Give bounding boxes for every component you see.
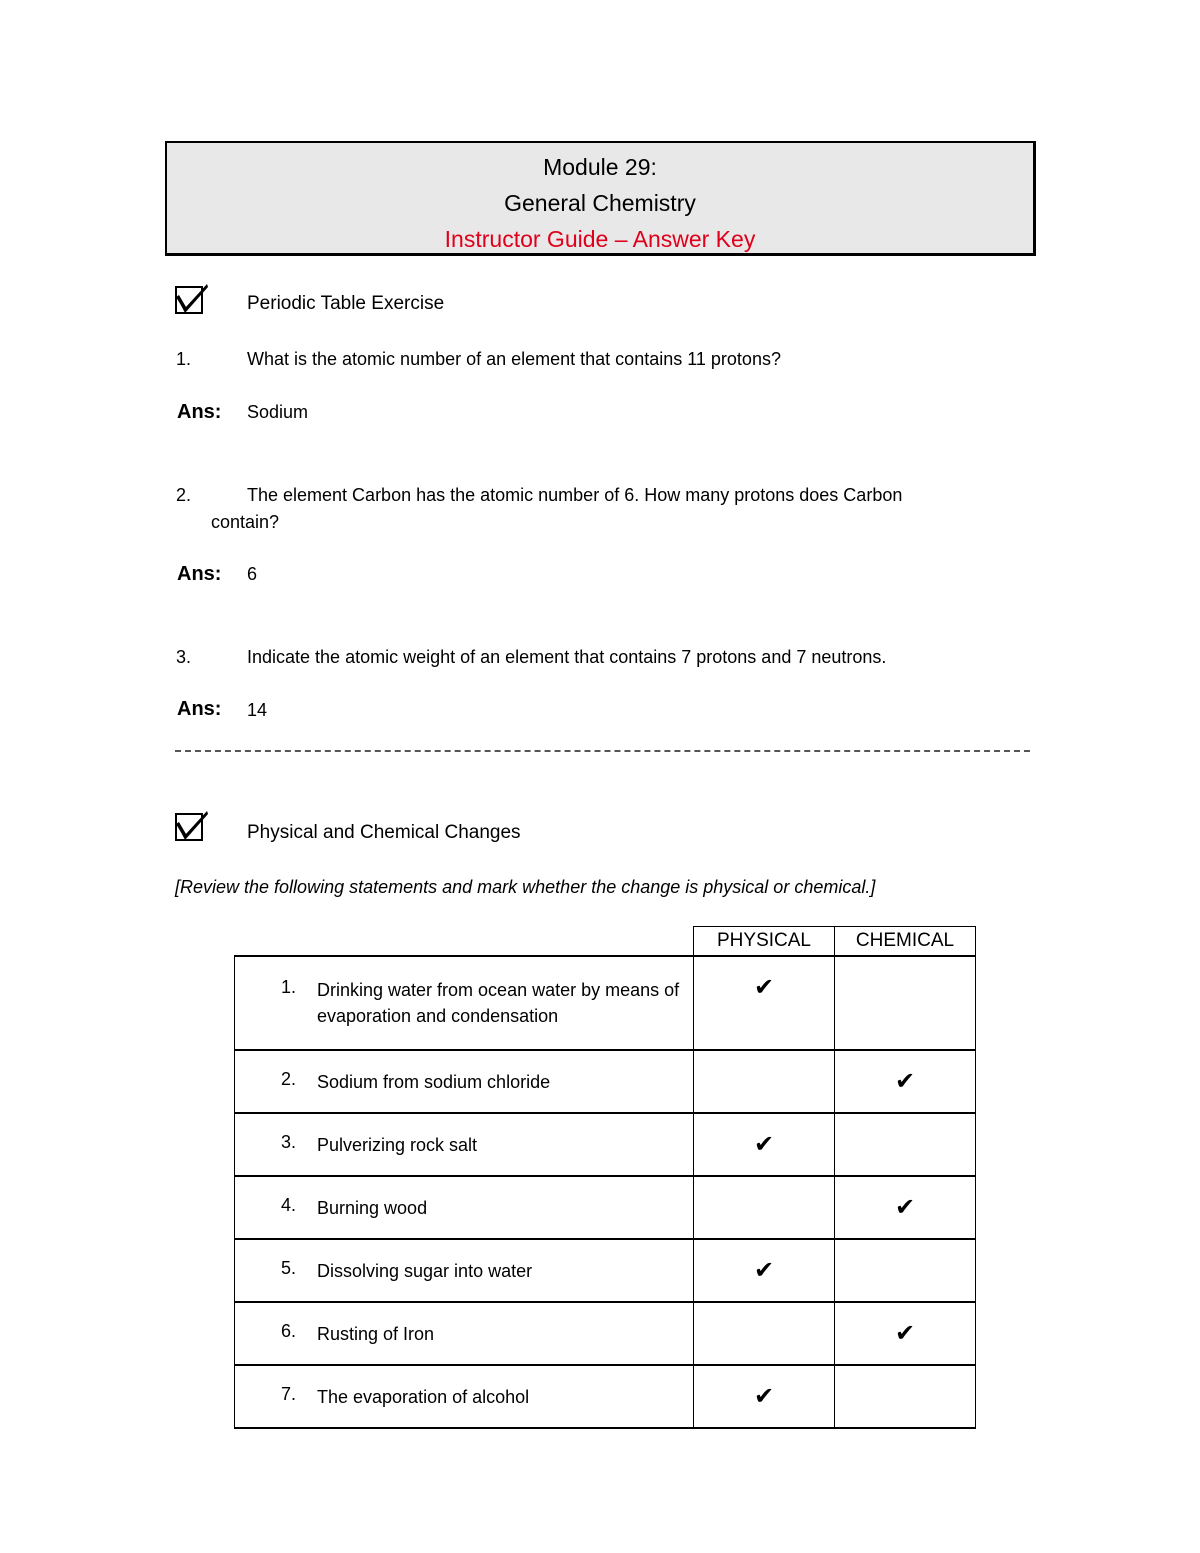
dashed-divider [175,750,1030,752]
statement-number: 6. [281,1320,297,1341]
question-text: What is the atomic number of an element that contains 11 protons? [247,349,781,369]
table-row [235,1239,976,1302]
statement-number: 5. [281,1257,297,1278]
statement-text: Burning wood [317,1197,428,1218]
table-row [235,1302,976,1365]
statement-text: Pulverizing rock salt [317,1134,478,1155]
checkbox-checked-icon [175,810,209,842]
question-text-continued: contain? [211,512,280,532]
answer-label: Ans: [177,563,222,585]
answer-value: Sodium [247,402,309,422]
statement-number: 4. [281,1194,297,1215]
chemical-check-cell [835,956,976,1050]
question-number: 3. [176,647,192,667]
question-text: Indicate the atomic weight of an element that contains 7 protons and 7 neutrons. [247,647,887,667]
physical-check-cell [694,1302,835,1365]
chemical-check-cell: ✔ [835,1050,976,1113]
statement-number: 3. [281,1131,297,1152]
statement-text: Drinking water from ocean water by means of evaporation and condensation [317,980,680,1026]
statement-cell [235,1050,694,1113]
statement-number: 7. [281,1383,297,1404]
physical-check-cell [694,1050,835,1113]
statement-number: 2. [281,1068,297,1089]
physical-check-cell [694,1176,835,1239]
chemical-check-cell [835,1365,976,1428]
answer-value: 14 [247,700,268,720]
statement-cell [235,1239,694,1302]
statement-number: 1. [281,977,297,997]
chemical-check-cell [835,1239,976,1302]
chemical-check-cell [835,1113,976,1176]
table-row [235,1113,976,1176]
table-row [235,1050,976,1113]
instruction-text: [Review the following statements and mark whether the change is physical or chemical.] [175,877,876,897]
answer-label: Ans: [177,698,222,720]
section-heading-periodic-table: Periodic Table Exercise [247,293,445,314]
statement-cell [235,1365,694,1428]
guide-subtitle: Instructor Guide – Answer Key [444,226,756,252]
header-physical: PHYSICAL [694,927,835,957]
table-row [235,1176,976,1239]
statement-cell [235,956,694,1050]
chemical-check-cell: ✔ [835,1302,976,1365]
header-chemical: CHEMICAL [835,927,976,957]
statement-text: The evaporation of alcohol [317,1386,530,1407]
statement-text: Rusting of Iron [317,1323,435,1344]
physical-check-cell: ✔ [694,1365,835,1428]
statement-cell [235,1176,694,1239]
table-row [235,956,976,1050]
physical-check-cell: ✔ [694,956,835,1050]
module-number: Module 29: [543,154,657,180]
question-text: The element Carbon has the atomic number of 6. How many protons does Carbon [247,485,903,505]
physical-check-cell: ✔ [694,1113,835,1176]
checkbox-checked-icon [175,283,209,315]
answer-value: 6 [247,564,258,584]
statement-text: Dissolving sugar into water [317,1260,533,1281]
title-box [165,141,1036,256]
table-header-row [235,927,976,957]
course-title: General Chemistry [504,190,696,216]
statement-cell [235,1302,694,1365]
statement-text: Sodium from sodium chloride [317,1071,551,1092]
changes-table [234,926,976,1429]
table-row [235,1365,976,1428]
header-blank-cell [235,927,694,957]
chemical-check-cell: ✔ [835,1176,976,1239]
question-number: 2. [176,485,192,505]
physical-check-cell: ✔ [694,1239,835,1302]
question-number: 1. [176,349,192,369]
section-heading-changes: Physical and Chemical Changes [247,822,521,843]
answer-label: Ans: [177,401,222,423]
statement-cell [235,1113,694,1176]
